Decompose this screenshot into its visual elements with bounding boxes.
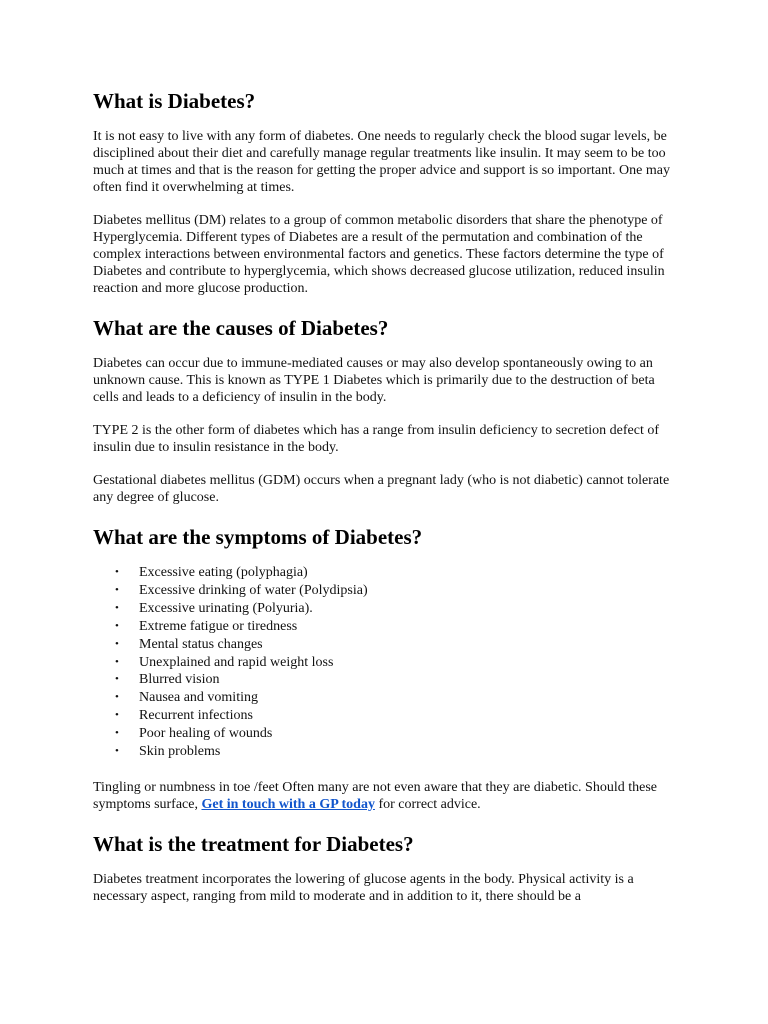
list-item	[115, 618, 677, 636]
list-item	[115, 564, 677, 582]
list-item-text: Excessive urinating (Polyuria).	[139, 600, 313, 616]
list-item-text: Mental status changes	[139, 636, 263, 652]
heading-treatment: What is the treatment for Diabetes?	[93, 831, 414, 856]
list-item	[115, 654, 677, 672]
section-what-is-diabetes	[93, 86, 677, 297]
list-item-text: Recurrent infections	[139, 708, 253, 724]
list-item-text: Excessive drinking of water (Polydipsia)	[139, 582, 368, 598]
bullet-icon: •	[115, 709, 119, 722]
heading-what-is-diabetes: What is Diabetes?	[93, 89, 256, 113]
paragraph-type2: TYPE 2 is the other form of diabetes which has a range from insulin deficiency to secretion defect of insulin due to insulin resistance in the body.	[93, 423, 660, 455]
paragraph-diabetes-mellitus: Diabetes mellitus (DM) relates to a group of common metabolic disorders that share the phenotype of Hyperglycemia. Different types of Diabetes are a result of the permutation and combination of the complex interactions between environmental factors and genetics. These factors determine the type of Diabetes and contribute to hyperglycemia, which shows decreased glucose utilization, reduced insulin reaction and more glucose production.	[93, 213, 665, 296]
gp-contact-link[interactable]: Get in touch with a GP today	[201, 796, 375, 812]
heading-symptoms: What are the symptoms of Diabetes?	[93, 525, 423, 549]
bullet-icon: •	[115, 619, 119, 632]
symptoms-list	[93, 564, 677, 761]
bullet-icon: •	[115, 745, 119, 758]
paragraph-tingling	[93, 779, 677, 813]
section-treatment	[93, 829, 677, 905]
list-item-text: Skin problems	[139, 744, 221, 760]
bullet-icon: •	[115, 727, 119, 740]
list-item-text: Excessive eating (polyphagia)	[139, 565, 308, 580]
advice-text: for correct advice.	[374, 796, 481, 812]
paragraph-treatment: Diabetes treatment incorporates the lowering of glucose agents in the body. Physical activity is a necessary aspect, ranging from mild to moderate and in addition to it, there should be a	[93, 871, 634, 904]
list-item-text: Blurred vision	[139, 672, 220, 688]
bullet-icon: •	[115, 655, 119, 668]
paragraph-living-with-diabetes: It is not easy to live with any form of diabetes. One needs to regularly check the blood sugar levels, be disciplined about their diet and carefully manage regular treatments like insulin. It may seem to be too much at times and that is the reason for getting the proper advice and support is so important. One may often find it overwhelming at times.	[93, 129, 670, 195]
list-item	[115, 707, 677, 725]
section-causes	[93, 313, 677, 506]
list-item-text: Extreme fatigue or tiredness	[139, 618, 298, 634]
list-item-text: Unexplained and rapid weight loss	[139, 654, 334, 670]
list-item-text: Poor healing of wounds	[139, 726, 273, 742]
list-item-text: Nausea and vomiting	[139, 690, 258, 706]
list-item	[115, 671, 677, 689]
list-item	[115, 600, 677, 618]
list-item	[115, 689, 677, 707]
bullet-icon: •	[115, 673, 119, 686]
list-item	[115, 725, 677, 743]
document-page	[93, 86, 677, 921]
list-item	[115, 582, 677, 600]
section-symptoms	[93, 522, 677, 813]
bullet-icon: •	[115, 637, 119, 650]
tingling-text: Tingling or numbness in toe /feet Often many are not even aware that they are diabetic. Should these symptoms surface,	[93, 779, 657, 812]
paragraph-gestational: Gestational diabetes mellitus (GDM) occurs when a pregnant lady (who is not diabetic) cannot tolerate any degree of glucose.	[93, 473, 670, 505]
heading-causes: What are the causes of Diabetes?	[93, 316, 389, 340]
list-item	[115, 743, 677, 761]
paragraph-type1: Diabetes can occur due to immune-mediated causes or may also develop spontaneously owing to an unknown cause. This is known as TYPE 1 Diabetes which is primarily due to the destruction of beta cells and leads to a deficiency of insulin in the body.	[93, 356, 655, 405]
bullet-icon: •	[115, 601, 119, 614]
bullet-icon: •	[115, 691, 119, 704]
bullet-icon: •	[115, 566, 119, 578]
bullet-icon: •	[115, 583, 119, 596]
list-item	[115, 636, 677, 654]
